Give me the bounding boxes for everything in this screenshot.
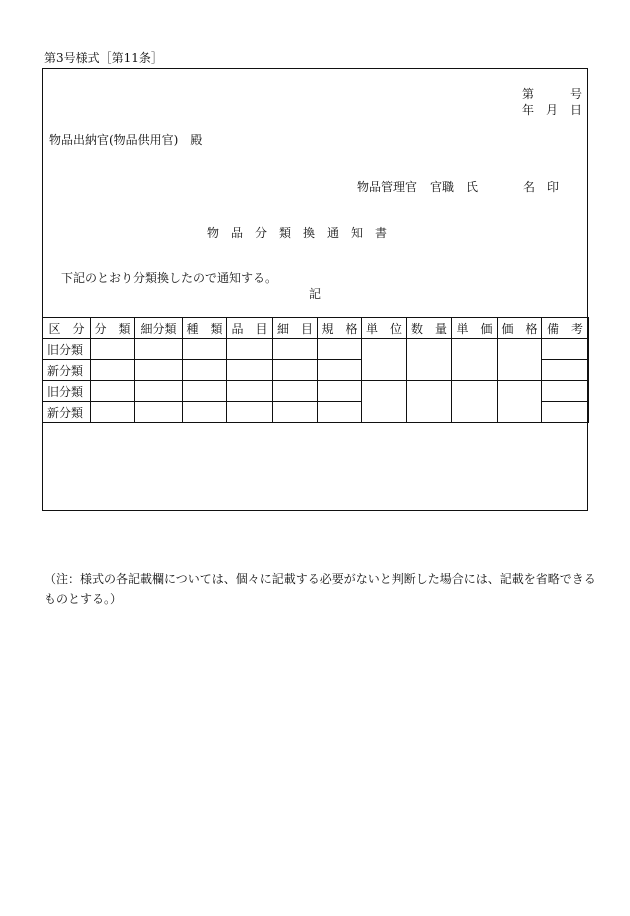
document-title: 物 品 分 類 換 通 知 書 bbox=[207, 226, 388, 240]
sender-name-seal: 名 印 bbox=[523, 180, 560, 194]
cell bbox=[91, 402, 135, 423]
row-label: 新分類 bbox=[43, 360, 91, 381]
cell bbox=[135, 339, 183, 360]
cell bbox=[498, 339, 542, 381]
header-saibunrui: 細分類 bbox=[135, 318, 183, 339]
ki-label: 記 bbox=[309, 287, 322, 301]
cell bbox=[318, 402, 362, 423]
header-saimoku: 細 目 bbox=[273, 318, 318, 339]
date-line: 年 月 日 bbox=[522, 103, 583, 117]
header-tani: 単 位 bbox=[362, 318, 407, 339]
header-bunrui: 分 類 bbox=[91, 318, 135, 339]
cell bbox=[542, 360, 589, 381]
cell bbox=[91, 339, 135, 360]
cell bbox=[135, 381, 183, 402]
cell bbox=[135, 402, 183, 423]
cell bbox=[362, 381, 407, 423]
header-kakaku: 価 格 bbox=[498, 318, 542, 339]
row-label: 旧分類 bbox=[43, 339, 91, 360]
document-number-line: 第 号 bbox=[522, 87, 583, 101]
row-label: 旧分類 bbox=[43, 381, 91, 402]
cell bbox=[227, 360, 273, 381]
cell bbox=[318, 360, 362, 381]
cell bbox=[227, 402, 273, 423]
header-shurui: 種 類 bbox=[183, 318, 227, 339]
cell bbox=[183, 339, 227, 360]
cell bbox=[273, 402, 318, 423]
cell bbox=[183, 381, 227, 402]
items-table bbox=[42, 317, 589, 423]
header-suryo: 数 量 bbox=[407, 318, 452, 339]
table-header-row bbox=[43, 318, 589, 339]
cell bbox=[318, 381, 362, 402]
header-kikaku: 規 格 bbox=[318, 318, 362, 339]
header-hinmoku: 品 目 bbox=[227, 318, 273, 339]
cell bbox=[183, 402, 227, 423]
cell bbox=[227, 381, 273, 402]
header-kubun: 区 分 bbox=[43, 318, 91, 339]
cell bbox=[542, 339, 589, 360]
cell bbox=[273, 339, 318, 360]
table-row bbox=[43, 381, 589, 402]
header-biko: 備 考 bbox=[542, 318, 589, 339]
cell bbox=[273, 381, 318, 402]
form-number-label: 第3号様式［第11条］ bbox=[44, 51, 163, 65]
note-line-2: ものとする。） bbox=[44, 592, 123, 606]
cell bbox=[542, 402, 589, 423]
cell bbox=[91, 381, 135, 402]
cell bbox=[542, 381, 589, 402]
cell bbox=[135, 360, 183, 381]
cell bbox=[318, 339, 362, 360]
cell bbox=[452, 381, 498, 423]
intro-text: 下記のとおり分類換したので通知する。 bbox=[61, 271, 278, 285]
cell bbox=[183, 360, 227, 381]
cell bbox=[452, 339, 498, 381]
cell bbox=[407, 381, 452, 423]
header-tanka: 単 価 bbox=[452, 318, 498, 339]
addressee: 物品出納官(物品供用官) 殿 bbox=[49, 133, 203, 147]
cell bbox=[498, 381, 542, 423]
cell bbox=[362, 339, 407, 381]
sender-org: 物品管理官 bbox=[357, 180, 418, 194]
cell bbox=[407, 339, 452, 381]
table-row bbox=[43, 339, 589, 360]
row-label: 新分類 bbox=[43, 402, 91, 423]
cell bbox=[273, 360, 318, 381]
note-line-1: （注：様式の各記載欄については、個々に記載する必要がないと判断した場合には、記載を省略できる bbox=[44, 572, 596, 586]
cell bbox=[227, 339, 273, 360]
sender-title: 官職 氏 bbox=[430, 180, 479, 194]
cell bbox=[91, 360, 135, 381]
